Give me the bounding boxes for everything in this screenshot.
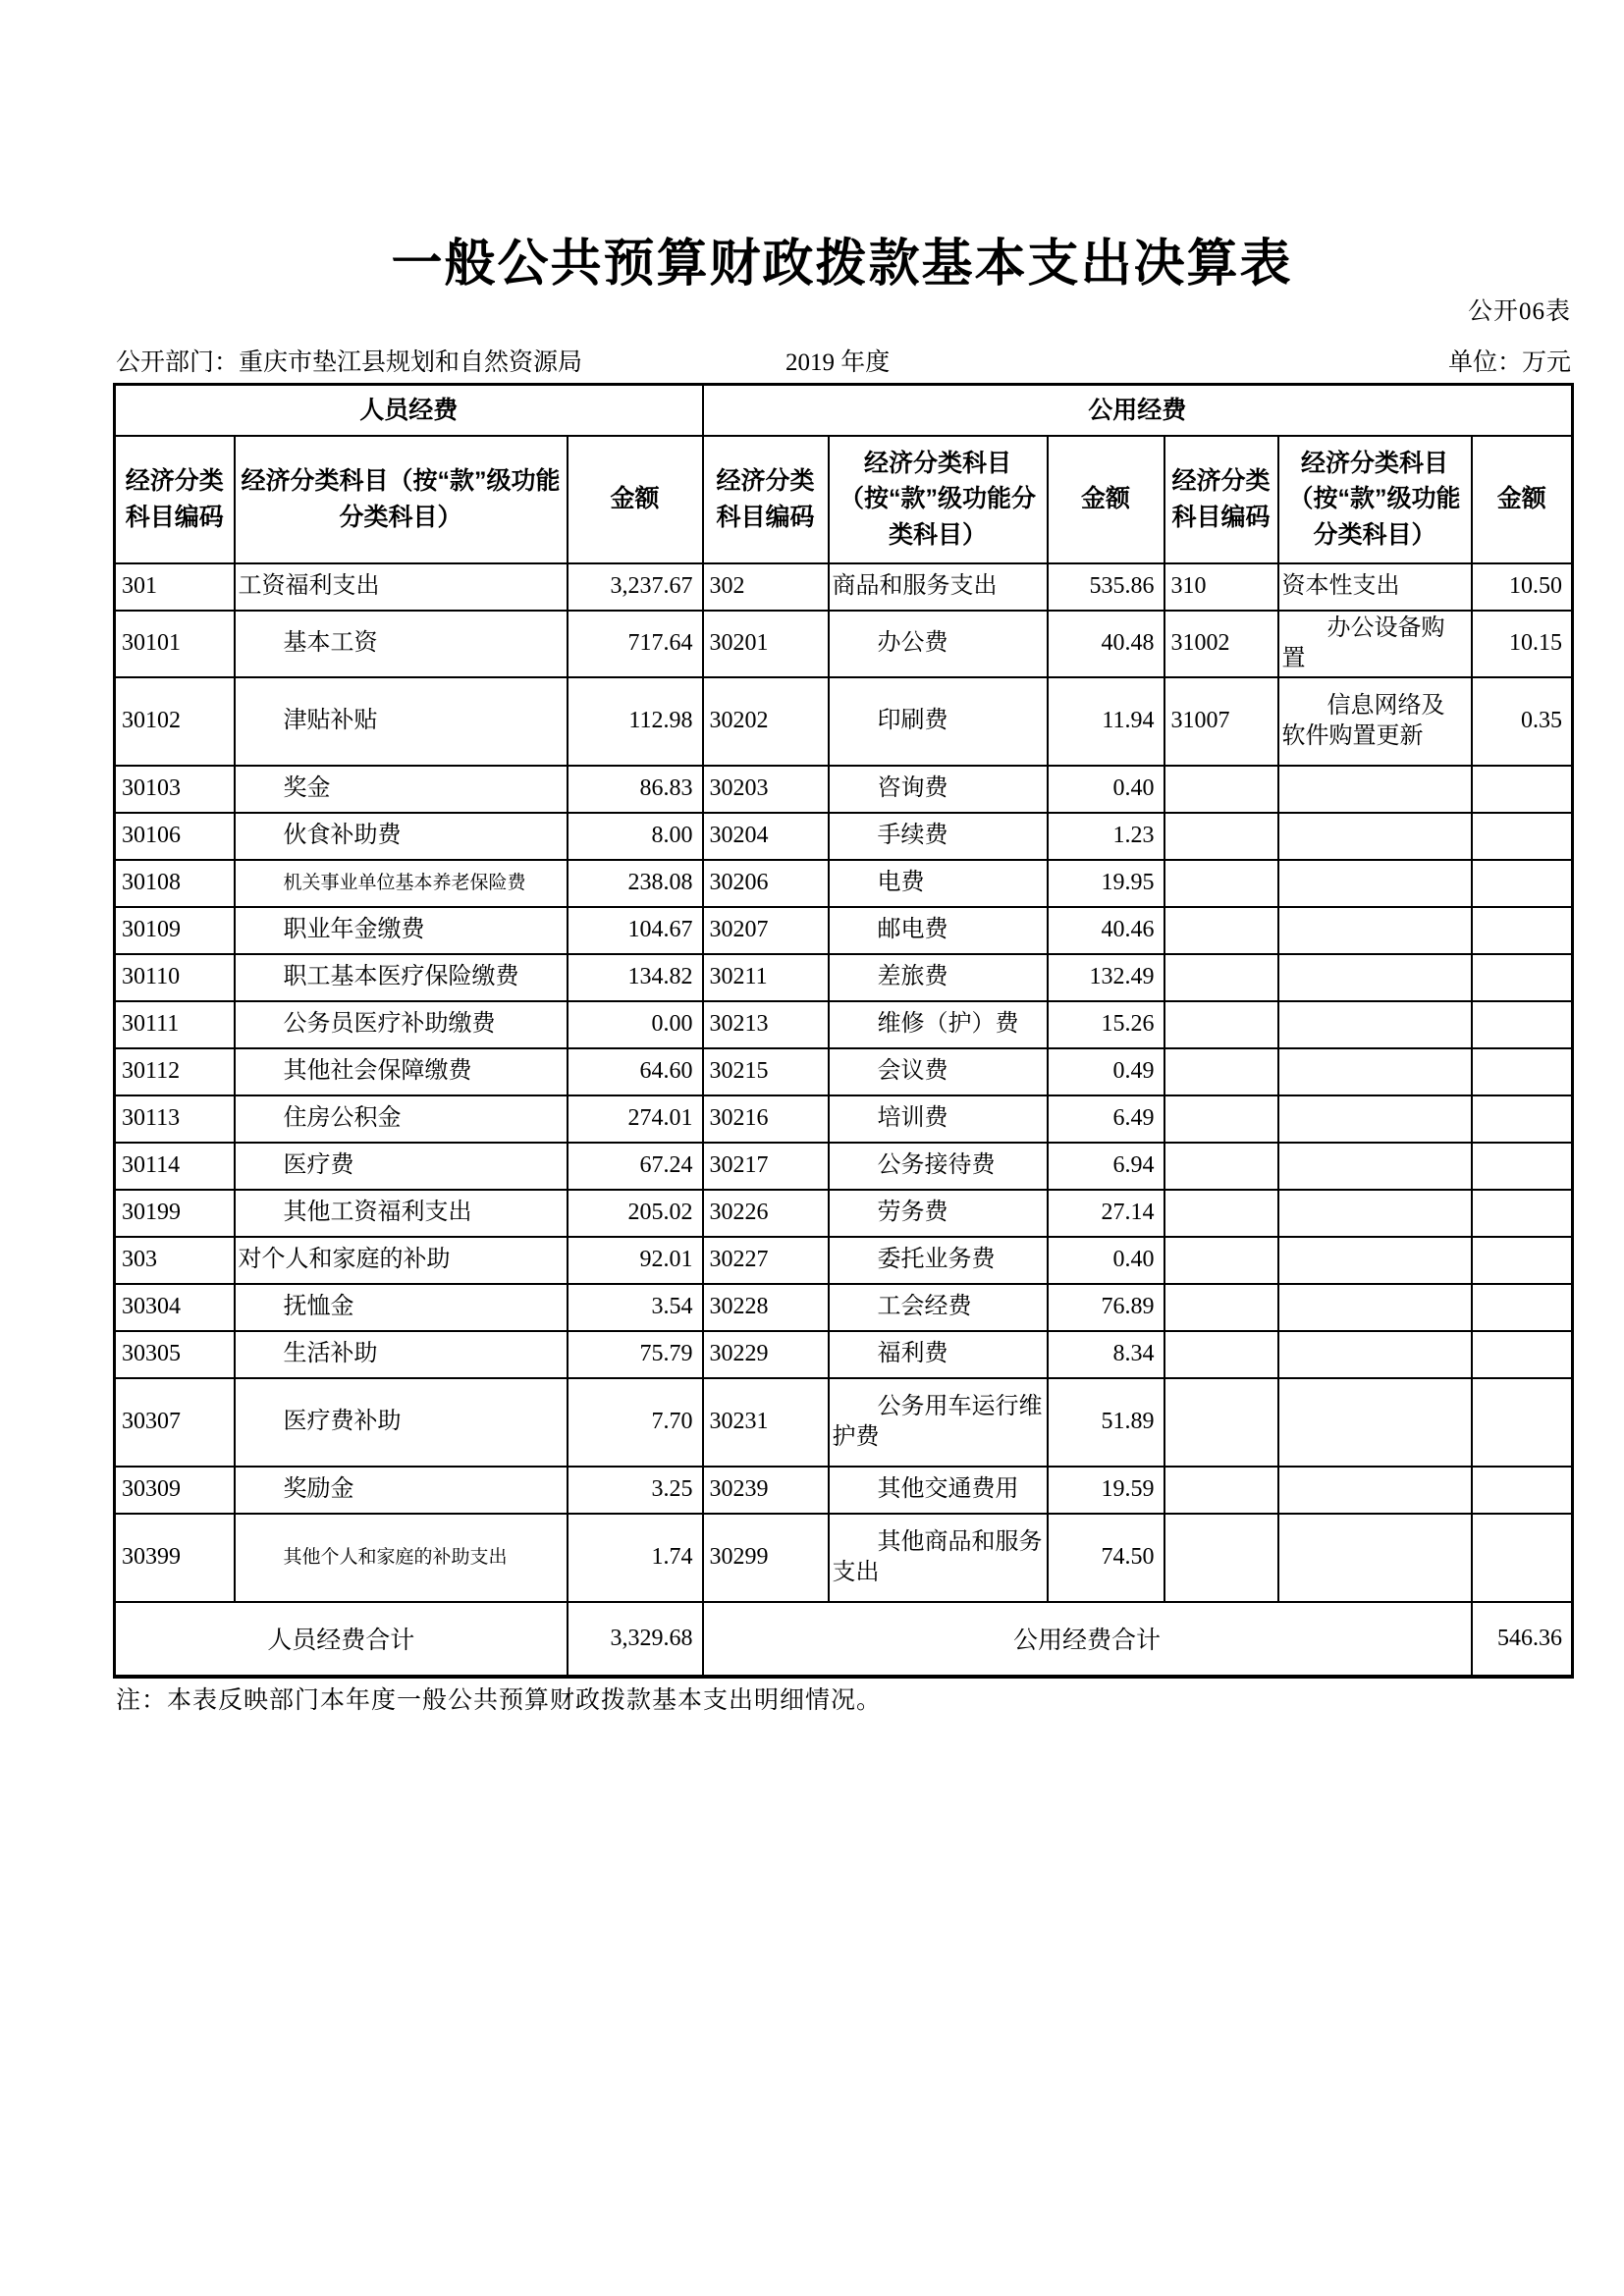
- code-cell: 302: [703, 563, 829, 611]
- subject-cell: 福利费: [829, 1331, 1048, 1378]
- subject-cell: 资本性支出: [1278, 563, 1472, 611]
- code-cell: 31007: [1164, 677, 1278, 766]
- subject-cell: 伙食补助费: [235, 813, 568, 860]
- amount-cell: 3.25: [568, 1467, 703, 1514]
- code-cell: 30103: [115, 766, 235, 813]
- amount-cell: [1472, 954, 1573, 1001]
- code-cell: 30113: [115, 1095, 235, 1143]
- amount-cell: 112.98: [568, 677, 703, 766]
- table-row: [115, 1001, 1573, 1048]
- code-cell: 30213: [703, 1001, 829, 1048]
- code-cell: 30215: [703, 1048, 829, 1095]
- subject-cell: [1278, 1048, 1472, 1095]
- subject-cell: 会议费: [829, 1048, 1048, 1095]
- code-cell: [1164, 1378, 1278, 1467]
- table-row: [115, 1048, 1573, 1095]
- subject-cell: 医疗费: [235, 1143, 568, 1190]
- amount-cell: [1472, 1095, 1573, 1143]
- amount-cell: 132.49: [1048, 954, 1164, 1001]
- amount-cell: 0.40: [1048, 766, 1164, 813]
- subject-cell: 工会经费: [829, 1284, 1048, 1331]
- code-cell: [1164, 1048, 1278, 1095]
- subject-cell: 商品和服务支出: [829, 563, 1048, 611]
- table-row: [115, 766, 1573, 813]
- amount-cell: [1472, 1514, 1573, 1602]
- amount-cell: 40.48: [1048, 611, 1164, 677]
- amount-cell: 535.86: [1048, 563, 1164, 611]
- amount-cell: 27.14: [1048, 1190, 1164, 1237]
- info-line: [116, 343, 1571, 376]
- subject-cell: 其他社会保障缴费: [235, 1048, 568, 1095]
- code-cell: [1164, 1190, 1278, 1237]
- subject-cell: 其他商品和服务支出: [829, 1514, 1048, 1602]
- amount-cell: 75.79: [568, 1331, 703, 1378]
- page-title: 一般公共预算财政拨款基本支出决算表: [391, 236, 1293, 293]
- code-cell: [1164, 1467, 1278, 1514]
- code-cell: 30106: [115, 813, 235, 860]
- code-cell: 30229: [703, 1331, 829, 1378]
- code-cell: 30201: [703, 611, 829, 677]
- subject-cell: 其他个人和家庭的补助支出: [235, 1514, 568, 1602]
- amount-cell: 15.26: [1048, 1001, 1164, 1048]
- code-cell: 303: [115, 1237, 235, 1284]
- amount-cell: [1472, 907, 1573, 954]
- table-row: [115, 907, 1573, 954]
- amount-cell: [1472, 1331, 1573, 1378]
- subject-cell: [1278, 1143, 1472, 1190]
- table-row: [115, 1467, 1573, 1514]
- subject-cell: [1278, 954, 1472, 1001]
- table-row: [115, 1331, 1573, 1378]
- code-cell: 30305: [115, 1331, 235, 1378]
- subject-cell: [1278, 1237, 1472, 1284]
- subject-cell: [1278, 1190, 1472, 1237]
- subject-cell: 公务员医疗补助缴费: [235, 1001, 568, 1048]
- amount-cell: 0.00: [568, 1001, 703, 1048]
- table-row: [115, 1143, 1573, 1190]
- amount-cell: 19.59: [1048, 1467, 1164, 1514]
- code-cell: [1164, 860, 1278, 907]
- unit-label: 单位：万元: [1447, 349, 1571, 376]
- amount-cell: [1472, 1190, 1573, 1237]
- amount-cell: 7.70: [568, 1378, 703, 1467]
- basic-expenditure-table: [113, 383, 1574, 1679]
- code-cell: 30114: [115, 1143, 235, 1190]
- amount-cell: 205.02: [568, 1190, 703, 1237]
- amount-cell: 76.89: [1048, 1284, 1164, 1331]
- code-cell: 30227: [703, 1237, 829, 1284]
- column-header-subject: 经济分类科目（按“款”级功能分类科目）: [235, 436, 568, 563]
- subject-cell: [1278, 1095, 1472, 1143]
- code-cell: 30110: [115, 954, 235, 1001]
- code-cell: 30206: [703, 860, 829, 907]
- code-cell: [1164, 766, 1278, 813]
- amount-cell: 86.83: [568, 766, 703, 813]
- amount-cell: [1472, 860, 1573, 907]
- code-cell: 30231: [703, 1378, 829, 1467]
- amount-cell: 40.46: [1048, 907, 1164, 954]
- code-cell: 30228: [703, 1284, 829, 1331]
- subject-cell: 劳务费: [829, 1190, 1048, 1237]
- code-cell: 310: [1164, 563, 1278, 611]
- amount-cell: 19.95: [1048, 860, 1164, 907]
- table-row: [115, 1095, 1573, 1143]
- amount-cell: 0.49: [1048, 1048, 1164, 1095]
- code-cell: 30239: [703, 1467, 829, 1514]
- code-cell: [1164, 954, 1278, 1001]
- column-header-amount: 金额: [1472, 436, 1573, 563]
- column-header-amount: 金额: [1048, 436, 1164, 563]
- table-row: [115, 1284, 1573, 1331]
- subject-cell: 咨询费: [829, 766, 1048, 813]
- code-cell: [1164, 1284, 1278, 1331]
- table-row: [115, 813, 1573, 860]
- amount-cell: [1472, 813, 1573, 860]
- code-cell: 30202: [703, 677, 829, 766]
- amount-cell: 134.82: [568, 954, 703, 1001]
- subject-cell: [1278, 1001, 1472, 1048]
- column-header-subject: 经济分类科目（按“款”级功能分类科目）: [829, 436, 1048, 563]
- subject-cell: [1278, 1514, 1472, 1602]
- subject-cell: [1278, 766, 1472, 813]
- code-cell: 30207: [703, 907, 829, 954]
- subject-cell: 津贴补贴: [235, 677, 568, 766]
- table-row: [115, 1378, 1573, 1467]
- subject-cell: 职业年金缴费: [235, 907, 568, 954]
- subject-cell: 奖金: [235, 766, 568, 813]
- code-cell: [1164, 1143, 1278, 1190]
- code-cell: 30304: [115, 1284, 235, 1331]
- table-row: [115, 1190, 1573, 1237]
- subject-cell: 办公费: [829, 611, 1048, 677]
- code-cell: 30102: [115, 677, 235, 766]
- code-cell: 30217: [703, 1143, 829, 1190]
- subject-cell: 机关事业单位基本养老保险费: [235, 860, 568, 907]
- code-cell: 30216: [703, 1095, 829, 1143]
- subject-cell: 维修（护）费: [829, 1001, 1048, 1048]
- code-cell: 30226: [703, 1190, 829, 1237]
- code-cell: [1164, 1237, 1278, 1284]
- amount-cell: 104.67: [568, 907, 703, 954]
- table-row: [115, 954, 1573, 1001]
- personnel-total-label: 人员经费合计: [115, 1602, 568, 1677]
- subject-cell: 差旅费: [829, 954, 1048, 1001]
- code-cell: [1164, 1095, 1278, 1143]
- amount-cell: 64.60: [568, 1048, 703, 1095]
- personnel-funds-header: 人员经费: [115, 385, 703, 436]
- subject-cell: [1278, 813, 1472, 860]
- subject-cell: 信息网络及软件购置更新: [1278, 677, 1472, 766]
- subject-cell: 职工基本医疗保险缴费: [235, 954, 568, 1001]
- subject-cell: 其他工资福利支出: [235, 1190, 568, 1237]
- amount-cell: [1472, 1378, 1573, 1467]
- subject-cell: 基本工资: [235, 611, 568, 677]
- amount-cell: [1472, 1284, 1573, 1331]
- public-total-label: 公用经费合计: [703, 1602, 1472, 1677]
- subject-cell: 对个人和家庭的补助: [235, 1237, 568, 1284]
- subject-cell: [1278, 1331, 1472, 1378]
- subject-cell: 其他交通费用: [829, 1467, 1048, 1514]
- amount-cell: 6.49: [1048, 1095, 1164, 1143]
- column-header-code: 经济分类科目编码: [1164, 436, 1278, 563]
- subject-cell: 公务接待费: [829, 1143, 1048, 1190]
- code-cell: [1164, 1331, 1278, 1378]
- subject-cell: 生活补助: [235, 1331, 568, 1378]
- subject-cell: 抚恤金: [235, 1284, 568, 1331]
- amount-cell: 238.08: [568, 860, 703, 907]
- subject-cell: [1278, 1378, 1472, 1467]
- amount-cell: 74.50: [1048, 1514, 1164, 1602]
- subject-cell: 工资福利支出: [235, 563, 568, 611]
- code-cell: 301: [115, 563, 235, 611]
- public-funds-header: 公用经费: [703, 385, 1573, 436]
- subject-cell: 印刷费: [829, 677, 1048, 766]
- code-cell: [1164, 1514, 1278, 1602]
- amount-cell: 1.23: [1048, 813, 1164, 860]
- amount-cell: 1.74: [568, 1514, 703, 1602]
- amount-cell: 10.50: [1472, 563, 1573, 611]
- amount-cell: 51.89: [1048, 1378, 1164, 1467]
- subject-cell: [1278, 907, 1472, 954]
- subject-cell: [1278, 1467, 1472, 1514]
- personnel-total-amount: 3,329.68: [568, 1602, 703, 1677]
- subject-cell: 电费: [829, 860, 1048, 907]
- amount-cell: 274.01: [568, 1095, 703, 1143]
- table-row: [115, 1237, 1573, 1284]
- column-header-row: [115, 436, 1573, 563]
- subject-cell: 医疗费补助: [235, 1378, 568, 1467]
- code-cell: 30307: [115, 1378, 235, 1467]
- table-row: [115, 860, 1573, 907]
- code-cell: [1164, 907, 1278, 954]
- table-row: [115, 611, 1573, 677]
- code-cell: 31002: [1164, 611, 1278, 677]
- code-cell: 30399: [115, 1514, 235, 1602]
- code-cell: 30112: [115, 1048, 235, 1095]
- amount-cell: 3,237.67: [568, 563, 703, 611]
- total-row: [115, 1602, 1573, 1677]
- subject-cell: 公务用车运行维护费: [829, 1378, 1048, 1467]
- amount-cell: 92.01: [568, 1237, 703, 1284]
- department-label: 公开部门：重庆市垫江县规划和自然资源局: [116, 349, 583, 376]
- amount-cell: 0.40: [1048, 1237, 1164, 1284]
- amount-cell: 717.64: [568, 611, 703, 677]
- code-cell: 30108: [115, 860, 235, 907]
- amount-cell: 3.54: [568, 1284, 703, 1331]
- amount-cell: 6.94: [1048, 1143, 1164, 1190]
- amount-cell: 10.15: [1472, 611, 1573, 677]
- column-header-amount: 金额: [568, 436, 703, 563]
- subject-cell: 办公设备购置: [1278, 611, 1472, 677]
- subject-cell: 奖励金: [235, 1467, 568, 1514]
- column-header-code: 经济分类科目编码: [115, 436, 235, 563]
- subject-cell: [1278, 1284, 1472, 1331]
- table-number-label: 公开06表: [1467, 298, 1571, 325]
- subject-cell: 手续费: [829, 813, 1048, 860]
- subject-cell: 培训费: [829, 1095, 1048, 1143]
- code-cell: 30309: [115, 1467, 235, 1514]
- amount-cell: [1472, 1237, 1573, 1284]
- table-row: [115, 677, 1573, 766]
- code-cell: 30299: [703, 1514, 829, 1602]
- code-cell: [1164, 1001, 1278, 1048]
- column-header-subject: 经济分类科目（按“款”级功能分类科目）: [1278, 436, 1472, 563]
- code-cell: 30101: [115, 611, 235, 677]
- amount-cell: 8.00: [568, 813, 703, 860]
- table-row: [115, 563, 1573, 611]
- column-header-code: 经济分类科目编码: [703, 436, 829, 563]
- code-cell: 30199: [115, 1190, 235, 1237]
- code-cell: 30111: [115, 1001, 235, 1048]
- subject-cell: 邮电费: [829, 907, 1048, 954]
- subject-cell: [1278, 860, 1472, 907]
- year-label: 2019 年度: [785, 349, 891, 376]
- amount-cell: [1472, 1001, 1573, 1048]
- group-header-row: [115, 385, 1573, 436]
- code-cell: 30211: [703, 954, 829, 1001]
- subject-cell: 住房公积金: [235, 1095, 568, 1143]
- amount-cell: [1472, 1048, 1573, 1095]
- amount-cell: 8.34: [1048, 1331, 1164, 1378]
- table-row: [115, 1514, 1573, 1602]
- public-total-amount: 546.36: [1472, 1602, 1573, 1677]
- code-cell: [1164, 813, 1278, 860]
- code-cell: 30203: [703, 766, 829, 813]
- amount-cell: [1472, 766, 1573, 813]
- amount-cell: [1472, 1143, 1573, 1190]
- amount-cell: [1472, 1467, 1573, 1514]
- subject-cell: 委托业务费: [829, 1237, 1048, 1284]
- amount-cell: 0.35: [1472, 677, 1573, 766]
- code-cell: 30204: [703, 813, 829, 860]
- amount-cell: 11.94: [1048, 677, 1164, 766]
- code-cell: 30109: [115, 907, 235, 954]
- amount-cell: 67.24: [568, 1143, 703, 1190]
- footnote: 注：本表反映部门本年度一般公共预算财政拨款基本支出明细情况。: [116, 1687, 883, 1714]
